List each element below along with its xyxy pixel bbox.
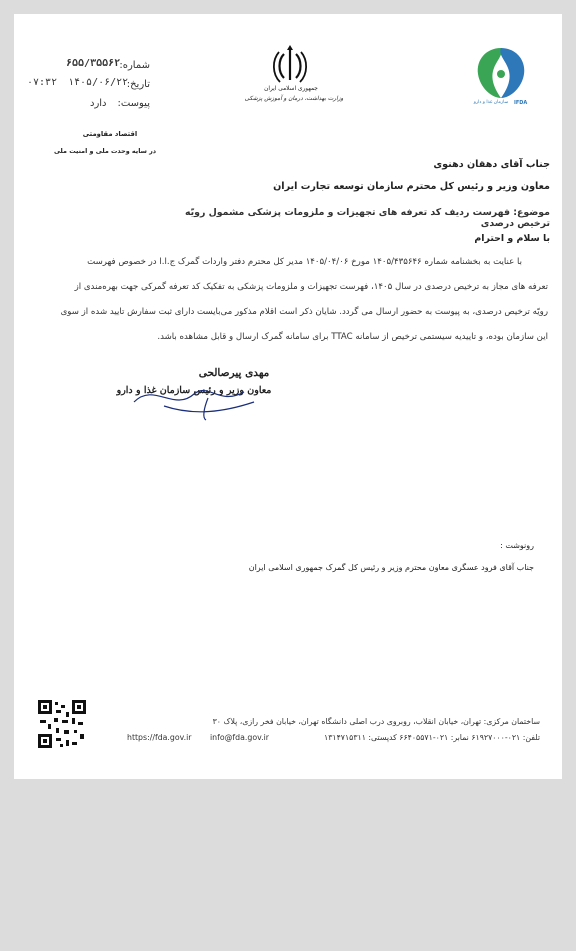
letter-body xyxy=(34,250,548,350)
letter-time-value: ۰۷:۳۲ xyxy=(27,77,58,88)
signer-name: مهدی پیرصالحی xyxy=(198,367,270,379)
cc-line: جناب آقای فرود عسگری معاون محترم وزیر و رئیس کل گمرک جمهوری اسلامی ایران xyxy=(248,563,534,572)
letter-attachment-row xyxy=(34,98,150,109)
fda-logo xyxy=(470,42,532,112)
addressee-line-1: جناب آقای دهقان دهنوی xyxy=(433,159,550,170)
body-line: با عنایت به بخشنامه شماره ۱۴۰۵/۴۳۵۶۴۶ مورخ ۱۴۰۵/۰۴/۰۶ مدیر کل محترم دفتر واردات گمرک ج.ا.ا در خصوص فهرست xyxy=(87,257,522,267)
letter-number-label: شماره: xyxy=(119,60,150,71)
letter-attachment-label: پیوست: xyxy=(117,98,150,109)
body-line: رویّه ترخیص درصدی، به پیوست به حضور ارسال می گردد. شایان ذکر است اقلام مذکور می‌بایست دارای ثبت سفارش تایید شده از سوی xyxy=(60,307,548,317)
footer-phones: تلفن: ۰۲۱-۶۱۹۲۷۰۰۰ نمابر: ۰۲۱-۶۶۴۰۵۵۷۱ کدپستی: ۱۳۱۴۷۱۵۳۱۱ xyxy=(324,733,540,742)
footer-website: https://fda.gov.ir xyxy=(127,733,192,742)
subject-line: موضوع: فهرست ردیف کد تعرفه های تجهیزات و ملزومات پزشکی مشمول رویّه ترخیص درصدی xyxy=(184,207,550,229)
cc-label: رونوشت : xyxy=(500,541,534,550)
emblem-caption: جمهوری اسلامی ایران xyxy=(264,86,318,92)
national-emblem xyxy=(270,44,310,86)
letter-number-value: ۶۵۵/۳۵۵۶۲ xyxy=(66,58,121,69)
emblem-icon xyxy=(270,44,310,86)
addressee-line-2: معاون وزیر و رئیس کل محترم سازمان توسعه تجارت ایران xyxy=(273,181,550,192)
fda-caption: سازمان غذا و دارو xyxy=(473,100,509,105)
qr-code xyxy=(38,700,86,748)
letter-number-row xyxy=(34,60,150,71)
letter-date-label: تاریخ: xyxy=(126,79,150,90)
qr-code-icon xyxy=(38,700,86,748)
letter-date-value: ۱۴۰۵/۰۶/۲۲ xyxy=(68,77,129,88)
letter-attachment-value: دارد xyxy=(90,98,107,109)
greeting: با سلام و احترام xyxy=(474,233,550,244)
handwritten-signature xyxy=(124,372,264,422)
body-line: تعرفه های مجاز به ترخیص درصدی در سال ۱۴۰۵، فهرست تجهیزات و ملزومات پزشکی به تفکیک کد تعرفه گمرکی جهت بهره‌مندی از xyxy=(74,282,548,292)
footer-email: info@fda.gov.ir xyxy=(210,733,269,742)
ministry-name: وزارت بهداشت، درمان و آموزش پزشکی xyxy=(244,96,344,102)
slogan-line-2: در سایه وحدت ملی و امنیت ملی xyxy=(53,147,157,155)
slogan-line-1: اقتصاد مقاومتی xyxy=(82,130,138,138)
letter-date-row xyxy=(27,77,150,90)
signer-title: معاون وزیر و رئیس سازمان غذا و دارو xyxy=(116,385,272,396)
body-line: این سازمان بوده، و تاییدیه سیستمی ترخیص از سامانه TTAC برای سامانه گمرک ارسال و قابل مشاهده باشد. xyxy=(157,332,548,342)
letter-page xyxy=(14,14,562,779)
footer-address: ساختمان مرکزی: تهران، خیابان انقلاب، روبروی درب اصلی دانشگاه تهران، خیابان فخر رازی، پلاک ۳۰ xyxy=(212,717,540,726)
fda-mark: IFDA xyxy=(514,100,528,106)
